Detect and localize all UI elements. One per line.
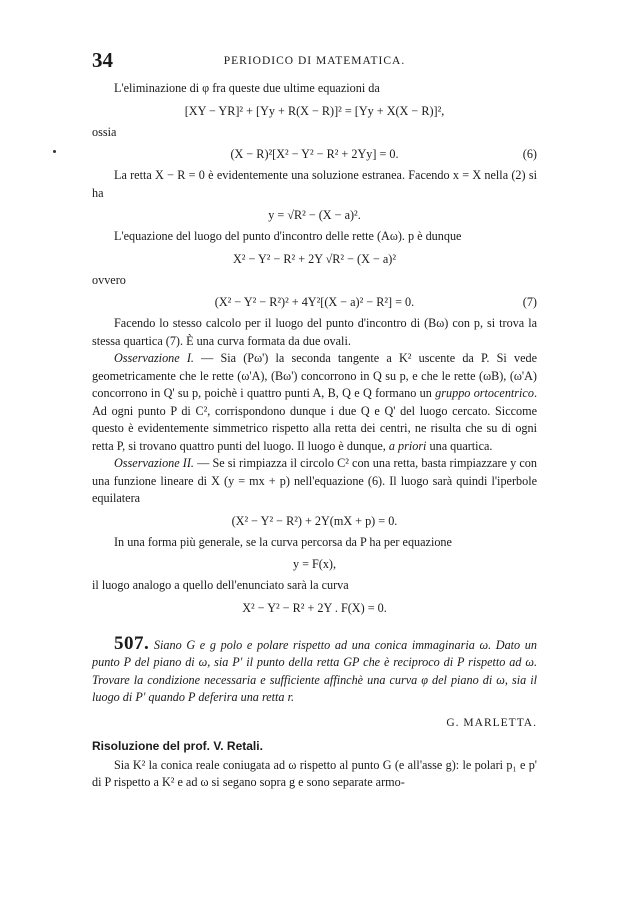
equation [92, 595, 537, 621]
running-header [92, 48, 537, 74]
equation-number: (6) [522, 147, 537, 161]
text-column [92, 80, 537, 792]
observation-text: — Sia (Pω') la seconda tangente a K² uscente da P. Si vede geometricamente che le rette (ω'A), (Bω') concorrono in Q su p, e che le rette (ωB), (ω'A) concorrono in Q' su p, poichè i quattro punti A, B, Q e Q formano un [92, 351, 537, 400]
equation-expression: y = √R² − (X − a)². [268, 208, 361, 222]
paragraph: In una forma più generale, se la curva percorsa da P ha per equazione [114, 534, 452, 549]
equation [92, 98, 537, 124]
equation-expression: y = F(x), [292, 557, 337, 571]
solution-heading: Risoluzione del prof. V. Retali. [92, 738, 263, 753]
equation [92, 246, 537, 272]
equation [92, 551, 537, 577]
observation-text: una quartica. [426, 438, 493, 453]
equation-expression: X² − Y² − R² + 2Y √R² − (X − a)² [232, 251, 397, 266]
observation-2 [92, 455, 537, 508]
equation-expression: (X² − Y² − R²)² + 4Y²[(X − a)² − R²] = 0. [214, 295, 415, 309]
page-number: 34 [92, 48, 113, 72]
equation-expression: (X − R)²[X² − Y² − R² + 2Yy] = 0. [230, 147, 399, 161]
paragraph: L'equazione del luogo del punto d'incontro delle rette (Aω). p è dunque [114, 229, 462, 243]
equation-expression: (X² − Y² − R²) + 2Y(mX + p) = 0. [231, 513, 398, 528]
paragraph: ossia [92, 124, 117, 139]
equation [92, 202, 537, 228]
paragraph: ovvero [92, 272, 126, 287]
observation-1 [92, 350, 537, 455]
problem-text: Siano G e g polo e polare rispetto ad una conica immaginaria ω. Dato un punto P del piano di ω, sia P' il punto della retta GP che è reciproco di P rispetto ad ω. Trovare la condizione necessaria e sufficiente affinchè una curva φ del piano di ω, sia il luogo di P' quando P deferira una retta r. [92, 637, 537, 704]
margin-mark [53, 150, 56, 153]
paragraph: L'eliminazione di φ fra queste due ultime equazioni da [114, 81, 380, 95]
problem-number: 507. [114, 632, 150, 654]
equation-number: (7) [522, 295, 537, 309]
problem-statement [92, 632, 537, 707]
equation-expression: [XY − YR]² + [Yy + R(X − R)]² = [Yy + X(X − R)]², [184, 103, 445, 118]
equation [92, 289, 537, 315]
observation-text: — Se si rimpiazza il circolo C² con una retta, basta rimpiazzare y con una funzione lineare di X (y = mx + p) nell'equazione (6). Il luogo sarà quindi l'iperbole equilatera [92, 456, 537, 505]
paragraph: La retta X − R = 0 è evidentemente una soluzione estranea. Facendo x = X nella (2) si ha [92, 168, 537, 200]
paragraph: Facendo lo stesso calcolo per il luogo del punto d'incontro di (Bω) con p, si trova la stessa quartica (7). È una curva formata da due ovali. [92, 316, 537, 348]
journal-title: PERIODICO DI MATEMATICA. [223, 55, 406, 67]
equation [92, 508, 537, 534]
observation-label: Osservazione II. [114, 456, 194, 470]
observation-label: Osservazione I. [114, 351, 194, 365]
observation-text: . Ad ogni punto P di C², corrispondono dunque i due Q e Q' del luogo cercato. Siccome questo è evidentemente simmetrico rispetto alla retta dei centri, ne risulta che su di ogni retta P, si trovano quattro punti del luogo. Il luogo è dunque, [92, 386, 537, 453]
solution-text: Sia K² la conica reale coniugata ad ω rispetto al punto G (e all'asse g): le polari p₁ e p' di P rispetto a K² e ad ω si segano sopra g e sono separate armo- [92, 757, 537, 789]
italic-term: gruppo ortocentrico [435, 386, 534, 400]
paragraph: il luogo analogo a quello dell'enunciato sarà la curva [92, 578, 349, 592]
problem-author: G. MARLETTA. [446, 716, 537, 729]
equation-expression: X² − Y² − R² + 2Y . F(X) = 0. [242, 600, 387, 615]
equation [92, 141, 537, 167]
italic-term: a priori [388, 438, 427, 453]
